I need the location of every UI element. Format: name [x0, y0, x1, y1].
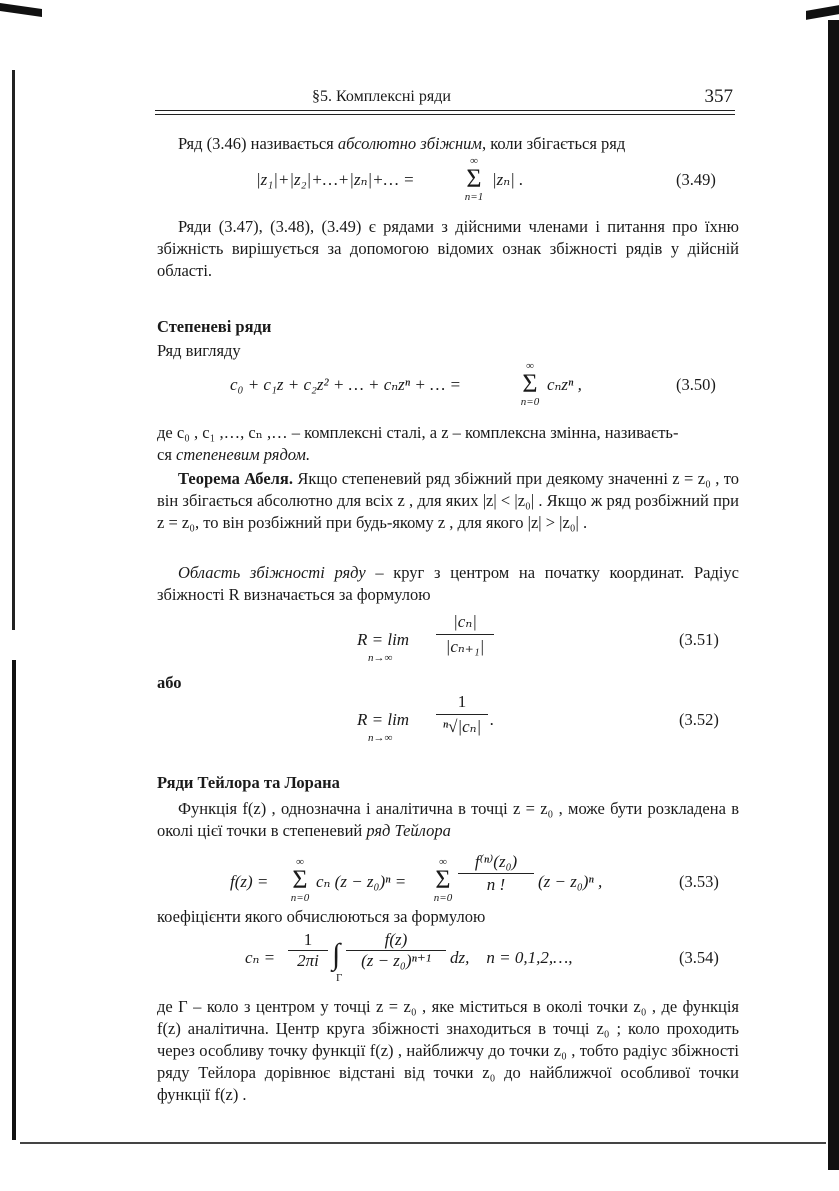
paragraph-taylor-intro: Функція f(z) , однозначна і аналітична в точці z = z₀ , може бути розкладена в околі цієї точки в степеневий ряд Тейлора — [157, 799, 739, 840]
equation-3-54: cₙ = — [245, 948, 276, 967]
eq350-rhs: cₙzⁿ , — [547, 375, 582, 394]
eq353-sum-1: ∞ Σ n=0 — [290, 856, 310, 904]
term-power-series: степеневим рядом. — [176, 445, 311, 464]
header-section-title: §5. Комплексні ряди — [312, 88, 451, 105]
scan-mark-top-left — [0, 3, 42, 17]
eq354-fraction-2: f(z) (z − z₀)ⁿ⁺¹ — [346, 930, 446, 971]
header-rule — [155, 110, 735, 111]
equation-3-49: |z₁|+|z₂|+…+|zₙ|+… = — [256, 170, 415, 189]
page-number: 357 — [704, 86, 733, 107]
paragraph-convergence-region: Область збіжності ряду – круг з центром на початку координат. Радіус збіжності R визначається за формулою — [157, 563, 739, 604]
heading-taylor-laurent: Ряди Тейлора та Лорана — [157, 773, 340, 792]
equation-number-3-51: (3.51) — [679, 630, 719, 649]
eq351-fraction: |cₙ| |cₙ₊₁| — [436, 612, 494, 657]
term-taylor-series: ряд Тейлора — [366, 821, 451, 840]
integral-contour-gamma: Γ — [336, 972, 343, 984]
eq354-fraction-1: 1 2πi — [288, 930, 328, 971]
scan-edge-right — [828, 20, 839, 1170]
scan-mark-top-right — [806, 5, 839, 20]
equation-3-50: c₀ + c₁z + c₂z² + … + cₙzⁿ + … = — [230, 375, 461, 394]
eq352-limit-sub: n→∞ — [368, 732, 393, 744]
eq353-sum-2: ∞ Σ n=0 — [433, 856, 453, 904]
paragraph-coefficients: коефіцієнти якого обчислюються за формулою — [157, 907, 486, 926]
eq349-rhs: |zₙ| . — [492, 170, 524, 189]
scan-edge-bottom — [20, 1142, 826, 1144]
scan-edge-left-upper — [12, 70, 15, 630]
paragraph-real-series: Ряди (3.47), (3.48), (3.49) є рядами з дійсними членами і питання про їхню збіжність вирішується за допомогою відомих ознак збіжності рядів у дійсній області. — [157, 217, 739, 280]
eq351-limit-sub: n→∞ — [368, 652, 393, 664]
equation-number-3-49: (3.49) — [676, 170, 716, 189]
heading-power-series: Степеневі ряди — [157, 317, 272, 336]
paragraph-abel-theorem: Теорема Абеля. Якщо степеневий ряд збіжний при деякому значенні z = z₀ , то він збігається абсолютно для всіх z , для яких |z| < |z₀| . Якщо ж ряд розбіжний при z = z₀, то він розбіжний при будь-якому z , для якого |z| > |z₀| . — [157, 469, 739, 532]
term-absolutely-convergent: абсолютно збіжним — [337, 134, 482, 153]
term-abel-theorem: Теорема Абеля. — [178, 469, 293, 488]
word-or: або — [157, 673, 182, 692]
paragraph-series-form: Ряд вигляду — [157, 341, 241, 360]
equation-number-3-50: (3.50) — [676, 375, 716, 394]
eq353-mid: cₙ (z − z₀)ⁿ = — [316, 872, 407, 891]
eq349-sum: ∞ Σ n=1 — [464, 155, 484, 203]
eq350-sum: ∞ Σ n=0 — [520, 360, 540, 408]
equation-3-51: R = lim — [357, 630, 410, 649]
running-header — [155, 88, 735, 110]
header-rule-double — [155, 114, 735, 115]
eq352-period: . — [490, 710, 495, 729]
eq353-rhs: (z − z₀)ⁿ , — [538, 872, 603, 891]
term-convergence-region: Область збіжності ряду — [178, 563, 366, 582]
paragraph-convergence-circle: де Г – коло з центром у точці z = z₀ , яке міститься в околі точки z₀ , де функція f(z) аналітична. Центр круга збіжності знаходиться в точці z₀ ; коло проходить через особливу точку функції f(z) , найближчу до точки z₀ , тобто радіус збіжності ряду Тейлора дорівнює відстані від точки z₀ до найближчої особливої точки функції f(z) . — [157, 997, 739, 1104]
integral-sign: ∫ — [332, 938, 341, 971]
equation-number-3-53: (3.53) — [679, 872, 719, 891]
equation-number-3-54: (3.54) — [679, 948, 719, 967]
eq352-fraction: 1 ⁿ√|cₙ| — [436, 692, 488, 737]
equation-3-53: f(z) = — [230, 872, 269, 891]
paragraph-power-series-def: де c₀ , c₁ ,…, cₙ ,… – комплексні сталі, а z – комплексна змінна, називаєть- ся степеневим рядом. — [157, 423, 679, 464]
scan-edge-left-lower — [12, 660, 16, 1140]
equation-3-52: R = lim — [357, 710, 410, 729]
paragraph-abs-convergence: Ряд (3.46) називається абсолютно збіжним, коли збігається ряд — [178, 134, 626, 153]
eq354-rhs: dz, n = 0,1,2,…, — [450, 948, 573, 967]
equation-number-3-52: (3.52) — [679, 710, 719, 729]
eq353-fraction: f⁽ⁿ⁾(z₀) n ! — [458, 852, 534, 895]
